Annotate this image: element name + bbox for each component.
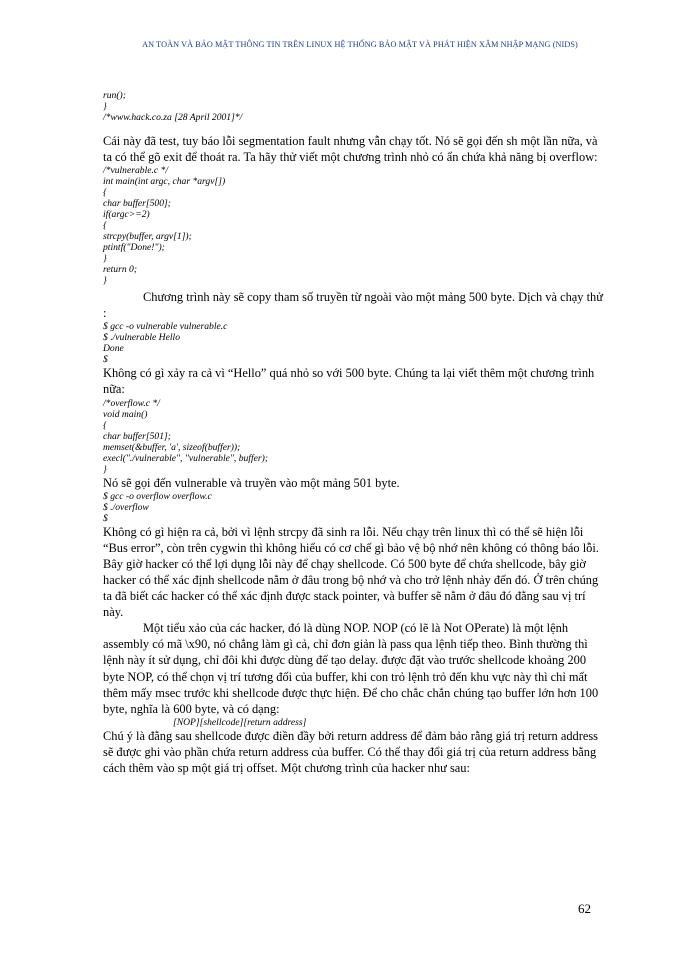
code-line: return 0; — [103, 264, 138, 276]
code-line: } — [103, 253, 107, 265]
running-header: AN TOÀN VÀ BẢO MẬT THÔNG TIN TRÊN LINUX HỆ THỐNG BẢO MẬT VÀ PHÁT HIỆN XÂM NHẬP MẠNG (NIDS) — [142, 40, 578, 49]
code-line: memset(&buffer, 'a', sizeof(buffer)); — [103, 441, 241, 453]
paragraph-return-address: Chú ý là đằng sau shellcode được điền đầy bởi return address để đảm bảo rằng giá trị return address sẽ được ghi vào phần chứa return address của buffer. Có thể thay đổi giá trị của return address bằng cách thêm vào sp một giá trị offset. Một chương trình của hacker như sau: — [103, 728, 598, 775]
code-line: } — [103, 463, 107, 475]
code-block-compile-vulnerable — [103, 321, 603, 365]
code-line: $ gcc -o overflow overflow.c — [103, 490, 212, 502]
code-line: char buffer[500]; — [103, 198, 171, 210]
paragraph-test-result: Cái này đã test, tuy báo lỗi segmentation fault nhưng vẫn chạy tốt. Nó sẽ gọi đến sh một lần nữa, và ta có thể gõ exit để thoát ra. Ta hãy thử viết một chương trình nhỏ có ẩn chứa khả năng bị overflow: — [103, 134, 598, 165]
code-line: $ — [103, 354, 108, 366]
code-line: void main() — [103, 408, 148, 420]
paragraph-strcpy-error: Không có gì hiện ra cả, bởi vì lệnh strcpy đã sinh ra lỗi. Nếu chạy trên linux thì có thể sẽ hiện lỗi “Bus error”, còn trên cygwin thì không hiểu có cơ chế gì bảo vệ bộ nhớ nên không có thông báo lỗi. Bây giờ hacker có thể lợi dụng lỗi này để chạy shellcode. Có 500 byte để chứa shellcode, bây giờ hacker có thể xác định shellcode nằm ở đâu trong bộ nhớ và cho trở lệnh nhảy đến đó. Ở trên chúng ta đã biết các hacker có thể xác định được stack pointer, và buffer sẽ nằm ở đâu đó đằng sau vị trí này. — [103, 524, 599, 620]
code-line: int main(int argc, char *argv[]) — [103, 176, 226, 188]
code-line: $ ./overflow — [103, 501, 149, 513]
code-line: /*overflow.c */ — [103, 397, 160, 409]
code-block-compile-overflow — [103, 491, 603, 524]
code-line: $ gcc -o vulnerable vulnerable.c — [103, 321, 228, 333]
code-line: /*vulnerable.c */ — [103, 165, 169, 177]
code-line: strcpy(buffer, argv[1]); — [103, 231, 192, 243]
code-line: } — [103, 275, 107, 287]
code-line: { — [103, 187, 107, 199]
code-block-overflow-c — [103, 398, 603, 475]
code-line: execl("./vulnerable", "vulnerable", buffer); — [103, 452, 269, 464]
code-block-run-end — [103, 90, 603, 123]
code-line: } — [103, 101, 107, 112]
code-line: $ ./vulnerable Hello — [103, 332, 180, 344]
code-buffer-layout: [NOP][shellcode][return address] — [173, 716, 307, 728]
code-line: { — [103, 220, 107, 232]
page-content — [103, 90, 603, 776]
page-number: 62 — [578, 901, 591, 916]
paragraph-nothing-happens: Không có gì xảy ra cả vì “Hello” quá nhỏ so với 500 byte. Chúng ta lại viết thêm một chương trình nữa: — [103, 366, 595, 397]
code-line: ptintf("Done!"); — [103, 242, 165, 254]
paragraph-nop-trick: Một tiểu xảo của các hacker, đó là dùng NOP. NOP (có lẽ là Not OPerate) là một lệnh assembly có mã \x90, nó chẳng làm gì cả, chỉ đơn giản là pass qua lệnh tiếp theo. Bình thường thì lệnh này ít sử dụng, chỉ đôi khi được dùng để tạo delay. được đặt vào trước shellcode khoảng 200 byte NOP, có thể chọn vị trí tương đối của buffer, khi con trỏ lệnh trỏ đến khu vực này thì chỉ mất thêm mấy msec trước khi shellcode được thực hiện. Để cho chắc chắn chúng tạo buffer lớn hơn 100 byte, nghĩa là 600 byte, và có dạng: — [103, 621, 599, 716]
code-line: run(); — [103, 90, 126, 101]
paragraph-copy-param: Chương trình này sẽ copy tham số truyền từ ngoài vào một mảng 500 byte. Dịch và chạy thử : — [103, 290, 603, 321]
code-line: { — [103, 419, 107, 431]
code-block-vulnerable-c — [103, 165, 603, 286]
paragraph-call-vulnerable: Nó sẽ gọi đến vulnerable và truyền vào một mảng 501 byte. — [103, 475, 400, 490]
code-line: /*www.hack.co.za [28 April 2001]*/ — [103, 112, 243, 123]
code-line: if(argc>=2) — [103, 209, 150, 221]
code-line: Done — [103, 343, 124, 355]
code-line: char buffer[501]; — [103, 430, 171, 442]
code-line: $ — [103, 512, 108, 524]
